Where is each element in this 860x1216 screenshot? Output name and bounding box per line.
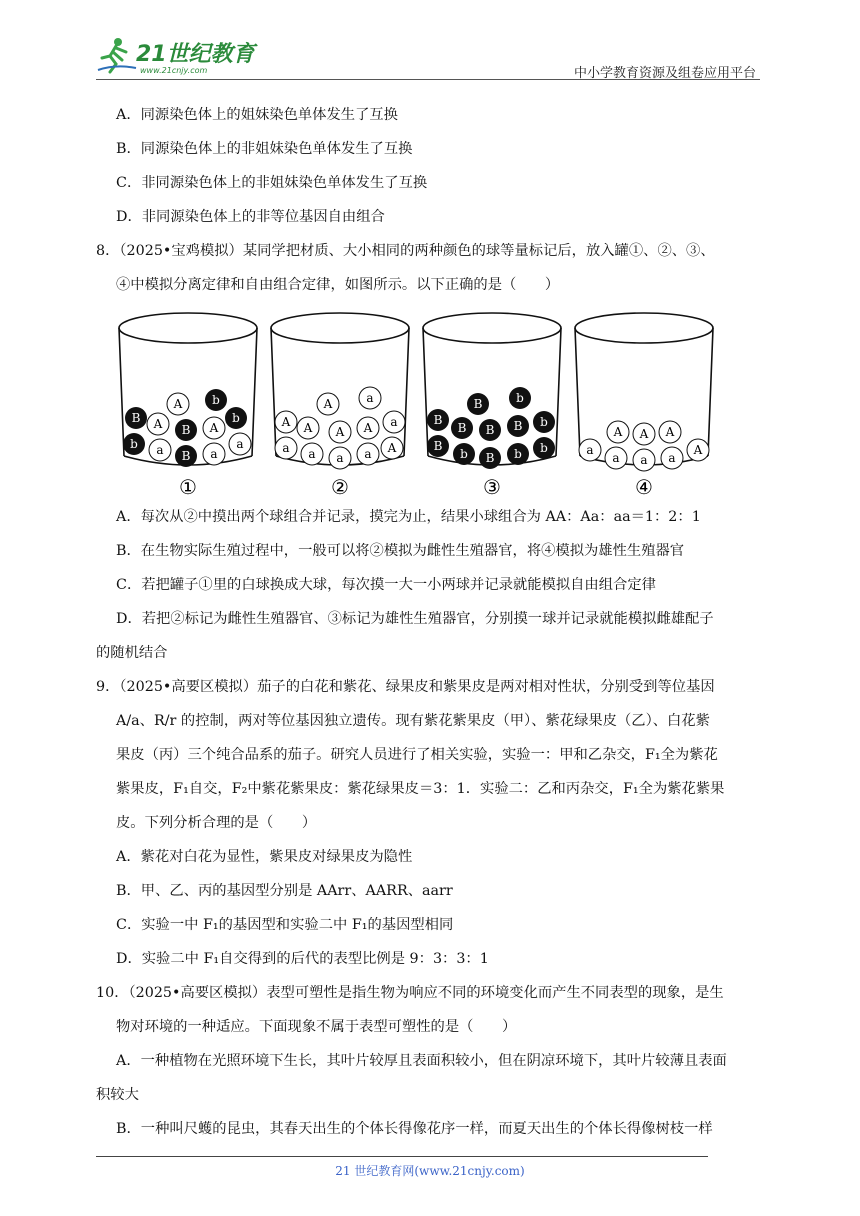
svg-text:A: A	[153, 417, 163, 431]
jar-1-label: ①	[179, 475, 197, 499]
svg-text:a: a	[308, 447, 316, 461]
svg-text:B: B	[131, 411, 141, 425]
q8-option-c: C．若把罐子①里的白球换成大球，每次摸一大一小两球并记录就能模拟自由组合定律	[116, 577, 656, 593]
jar-2-label: ②	[331, 475, 349, 499]
jar-diagram	[112, 308, 732, 500]
svg-text:a: a	[282, 441, 290, 455]
jar-3	[423, 313, 561, 499]
q8-stem-line2: ④中模拟分离定律和自由组合定律，如图所示。以下正确的是（ ）	[116, 277, 560, 293]
svg-text:B: B	[433, 439, 443, 453]
jar-1	[119, 313, 257, 499]
q8-option-a: A．每次从②中摸出两个球组合并记录，摸完为止，结果小球组合为 AA：Aa：aa＝1：2：1	[116, 509, 701, 525]
q7-option-c: C．非同源染色体上的非姐妹染色单体发生了互换	[116, 175, 428, 191]
svg-text:B: B	[513, 419, 523, 433]
svg-text:B: B	[457, 421, 467, 435]
q10-stem-line1: 10．（2025•高要区模拟）表型可塑性是指生物为响应不同的环境变化而产生不同表型的现象，是生	[96, 985, 724, 1001]
svg-text:A: A	[281, 415, 291, 429]
jar-4-label: ④	[635, 475, 653, 499]
q8-stem-line1: 8．（2025•宝鸡模拟）某同学把材质、大小相同的两种颜色的球等量标记后，放入罐①、②、③、	[96, 243, 715, 259]
svg-text:A: A	[209, 421, 219, 435]
svg-text:A: A	[665, 425, 675, 439]
svg-text:B: B	[473, 397, 483, 411]
page-header	[96, 30, 760, 80]
header-platform-name: 中小学教育资源及组卷应用平台	[573, 66, 756, 81]
svg-text:a: a	[364, 447, 372, 461]
svg-text:b: b	[232, 411, 240, 425]
jar-4	[575, 313, 713, 499]
svg-text:a: a	[612, 451, 620, 465]
runner-icon	[98, 38, 136, 72]
svg-text:a: a	[366, 391, 374, 405]
jar-figure	[96, 302, 760, 500]
svg-text:B: B	[485, 423, 495, 437]
svg-text:a: a	[668, 451, 676, 465]
q10-option-b: B．一种叫尺蠖的昆虫，其春天出生的个体长得像花序一样，而夏天出生的个体长得像树枝一样	[116, 1121, 713, 1137]
svg-text:a: a	[336, 451, 344, 465]
svg-text:b: b	[540, 441, 548, 455]
q7-option-d: D．非同源染色体上的非等位基因自由组合	[116, 209, 385, 225]
q9-option-c: C．实验一中 F₁的基因型和实验二中 F₁的基因型相同	[116, 917, 454, 933]
svg-text:a: a	[586, 443, 594, 457]
svg-text:A: A	[639, 427, 649, 441]
svg-text:A: A	[363, 421, 373, 435]
q9-stem-line5: 皮。下列分析合理的是（ ）	[116, 815, 317, 831]
q10-stem-line2: 物对环境的一种适应。下面现象不属于表型可塑性的是（ ）	[116, 1019, 517, 1035]
q9-stem-line1: 9．（2025•高要区模拟）茄子的白花和紫花、绿果皮和紫果皮是两对相对性状，分别受到等位基因	[96, 679, 715, 695]
q7-option-a: A．同源染色体上的姐妹染色单体发生了互换	[116, 107, 398, 123]
svg-text:A: A	[693, 443, 703, 457]
svg-text:B: B	[181, 449, 191, 463]
svg-text:a: a	[640, 453, 648, 467]
logo-text: 21世纪教育	[136, 42, 255, 67]
svg-text:B: B	[485, 451, 495, 465]
q9-option-a: A．紫花对白花为显性，紫果皮对绿果皮为隐性	[116, 849, 413, 865]
q8-option-d-cont: 的随机结合	[96, 645, 168, 661]
q7-option-b: B．同源染色体上的非姐妹染色单体发生了互换	[116, 141, 413, 157]
q8-option-b: B．在生物实际生殖过程中，一般可以将②模拟为雌性生殖器官，将④模拟为雄性生殖器官	[116, 543, 685, 559]
q10-option-a: A．一种植物在光照环境下生长，其叶片较厚且表面积较小，但在阴凉环境下，其叶片较薄且表面	[116, 1053, 727, 1069]
logo	[96, 34, 266, 76]
document-body	[96, 98, 760, 1146]
svg-text:A: A	[335, 425, 345, 439]
header-divider	[96, 79, 760, 80]
q9-option-d: D．实验二中 F₁自交得到的后代的表型比例是 9：3：3：1	[116, 951, 489, 967]
jar-2	[271, 313, 409, 499]
q9-stem-line3: 果皮（丙）三个纯合品系的茄子。研究人员进行了相关实验，实验一：甲和乙杂交，F₁全为紫花	[116, 747, 718, 763]
q9-stem-line2: A/a、R/r 的控制，两对等位基因独立遗传。现有紫花紫果皮（甲）、紫花绿果皮（乙）、白花紫	[116, 713, 710, 729]
logo-subtext: www.21cnjy.com	[140, 66, 208, 75]
svg-text:B: B	[433, 413, 443, 427]
svg-text:b: b	[212, 393, 220, 407]
svg-text:b: b	[460, 447, 468, 461]
svg-text:a: a	[156, 443, 164, 457]
q9-stem-line4: 紫果皮，F₁自交，F₂中紫花紫果皮：紫花绿果皮＝3：1．实验二：乙和丙杂交，F₁全为紫花紫果	[116, 781, 725, 797]
svg-text:b: b	[540, 415, 548, 429]
svg-text:A: A	[303, 421, 313, 435]
svg-text:A: A	[613, 425, 623, 439]
svg-text:A: A	[323, 397, 333, 411]
q8-option-d: D．若把②标记为雌性生殖器官、③标记为雄性生殖器官，分别摸一球并记录就能模拟雌雄配子	[116, 611, 714, 627]
svg-text:a: a	[210, 447, 218, 461]
svg-text:B: B	[181, 423, 191, 437]
q10-option-a-cont: 积较大	[96, 1087, 139, 1103]
footer-text: 21 世纪教育网(www.21cnjy.com)	[335, 1164, 525, 1178]
footer-divider	[96, 1156, 708, 1157]
svg-text:b: b	[130, 437, 138, 451]
svg-text:b: b	[514, 447, 522, 461]
svg-text:a: a	[236, 437, 244, 451]
svg-text:a: a	[390, 415, 398, 429]
svg-text:b: b	[516, 391, 524, 405]
svg-text:A: A	[387, 441, 397, 455]
q9-option-b: B．甲、乙、丙的基因型分别是 AArr、AARR、aarr	[116, 883, 453, 899]
svg-text:A: A	[173, 397, 183, 411]
jar-3-label: ③	[483, 475, 501, 499]
